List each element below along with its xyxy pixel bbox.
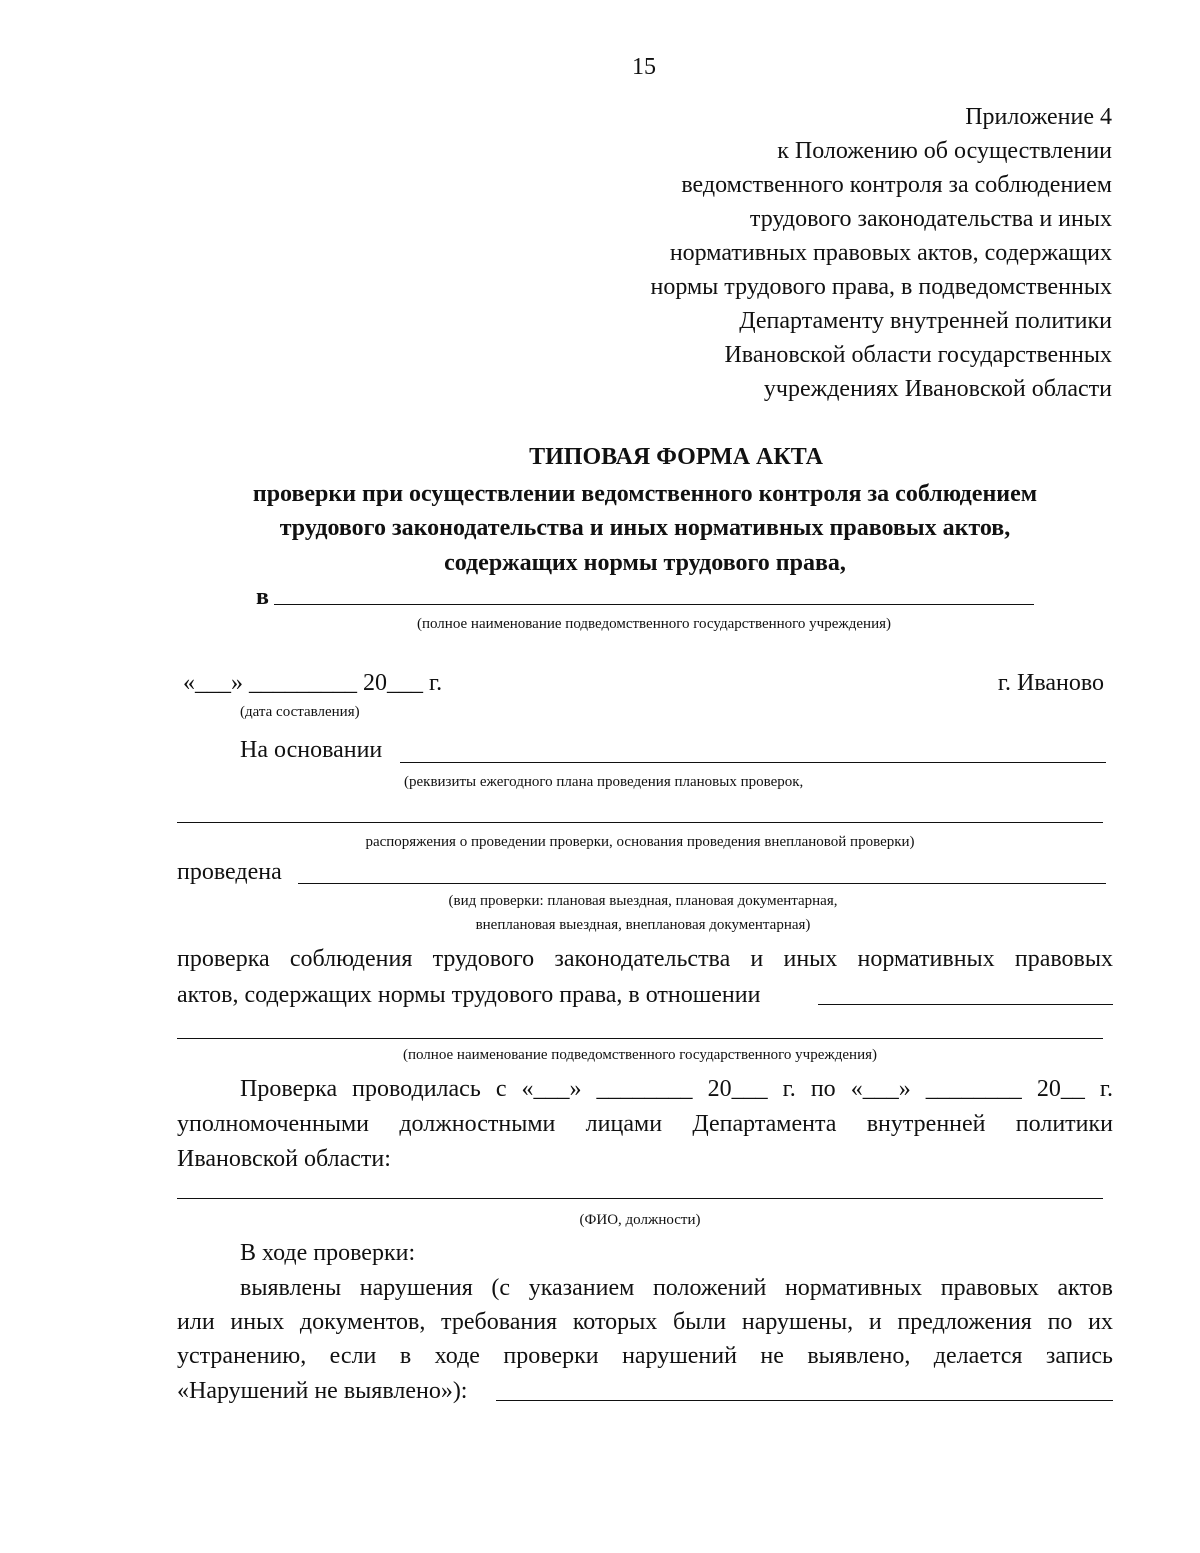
in-prefix: в [256,584,269,610]
basis-line [400,762,1106,763]
conducted-caption-2: внеплановая выездная, внеплановая документарная) [475,917,811,933]
compliance-target-line [818,1004,1113,1005]
page-number: 15 [632,54,656,80]
basis-label: На основании [240,737,383,763]
appendix-line: учреждениях Ивановской области [763,376,1112,402]
document-subtitle-line: содержащих нормы трудового права, [444,550,846,576]
findings-heading: В ходе проверки: [240,1240,416,1266]
compliance-line-1: проверка соблюдения трудового законодательства и иных нормативных правовых [177,946,1113,972]
findings-line-4: «Нарушений не выявлено»): [177,1378,468,1404]
document-title: ТИПОВАЯ ФОРМА АКТА [529,444,823,470]
appendix-block [651,100,1113,406]
conducted-caption-1: (вид проверки: плановая выездная, плановая документарная, [448,893,838,909]
appendix-line: Департаменту внутренней политики [739,308,1112,334]
period-line-1: Проверка проводилась с «___» ________ 20___ г. по «___» ________ 20__ г. [240,1076,1113,1102]
appendix-line: к Положению об осуществлении [777,138,1112,164]
findings-line [496,1400,1113,1401]
officials-caption: (ФИО, должности) [579,1212,701,1228]
document-subtitle-line: трудового законодательства и иных нормативных правовых актов, [279,515,1011,541]
city-label: г. Иваново [997,670,1104,696]
period-line-2: уполномоченными должностными лицами Департамента внутренней политики [177,1111,1113,1137]
date-template: «___» _________ 20___ г. [183,670,443,696]
findings-line-3: устранению, если в ходе проверки нарушений не выявлено, делается запись [177,1343,1113,1369]
conducted-label: проведена [177,859,282,885]
conducted-line [298,883,1106,884]
basis-line-2 [177,822,1103,823]
institution-name-caption: (полное наименование подведомственного государственного учреждения) [416,616,891,632]
period-line-3: Ивановской области: [177,1146,391,1172]
appendix-line: трудового законодательства и иных [749,206,1112,232]
officials-line [177,1198,1103,1199]
institution-name-line [274,604,1034,605]
appendix-line: нормы трудового права, в подведомственных [650,274,1112,300]
basis-caption-1: (реквизиты ежегодного плана проведения плановых проверок, [404,774,804,790]
basis-caption-2: распоряжения о проведении проверки, основания проведения внеплановой проверки) [365,834,915,850]
compliance-line-2: актов, содержащих нормы трудового права, в отношении [177,982,761,1008]
appendix-line: ведомственного контроля за соблюдением [681,172,1112,198]
findings-line-1: выявлены нарушения (с указанием положений нормативных правовых актов [240,1275,1113,1301]
appendix-line: Приложение 4 [965,104,1112,130]
appendix-line: нормативных правовых актов, содержащих [669,240,1112,266]
date-caption: (дата составления) [240,704,360,720]
compliance-target-line-2 [177,1038,1103,1039]
findings-line-2: или иных документов, требования которых были нарушены, и предложения по их [177,1309,1113,1335]
compliance-caption: (полное наименование подведомственного государственного учреждения) [402,1047,877,1063]
appendix-line: Ивановской области государственных [724,342,1112,368]
document-subtitle-line: проверки при осуществлении ведомственного контроля за соблюдением [252,481,1038,507]
